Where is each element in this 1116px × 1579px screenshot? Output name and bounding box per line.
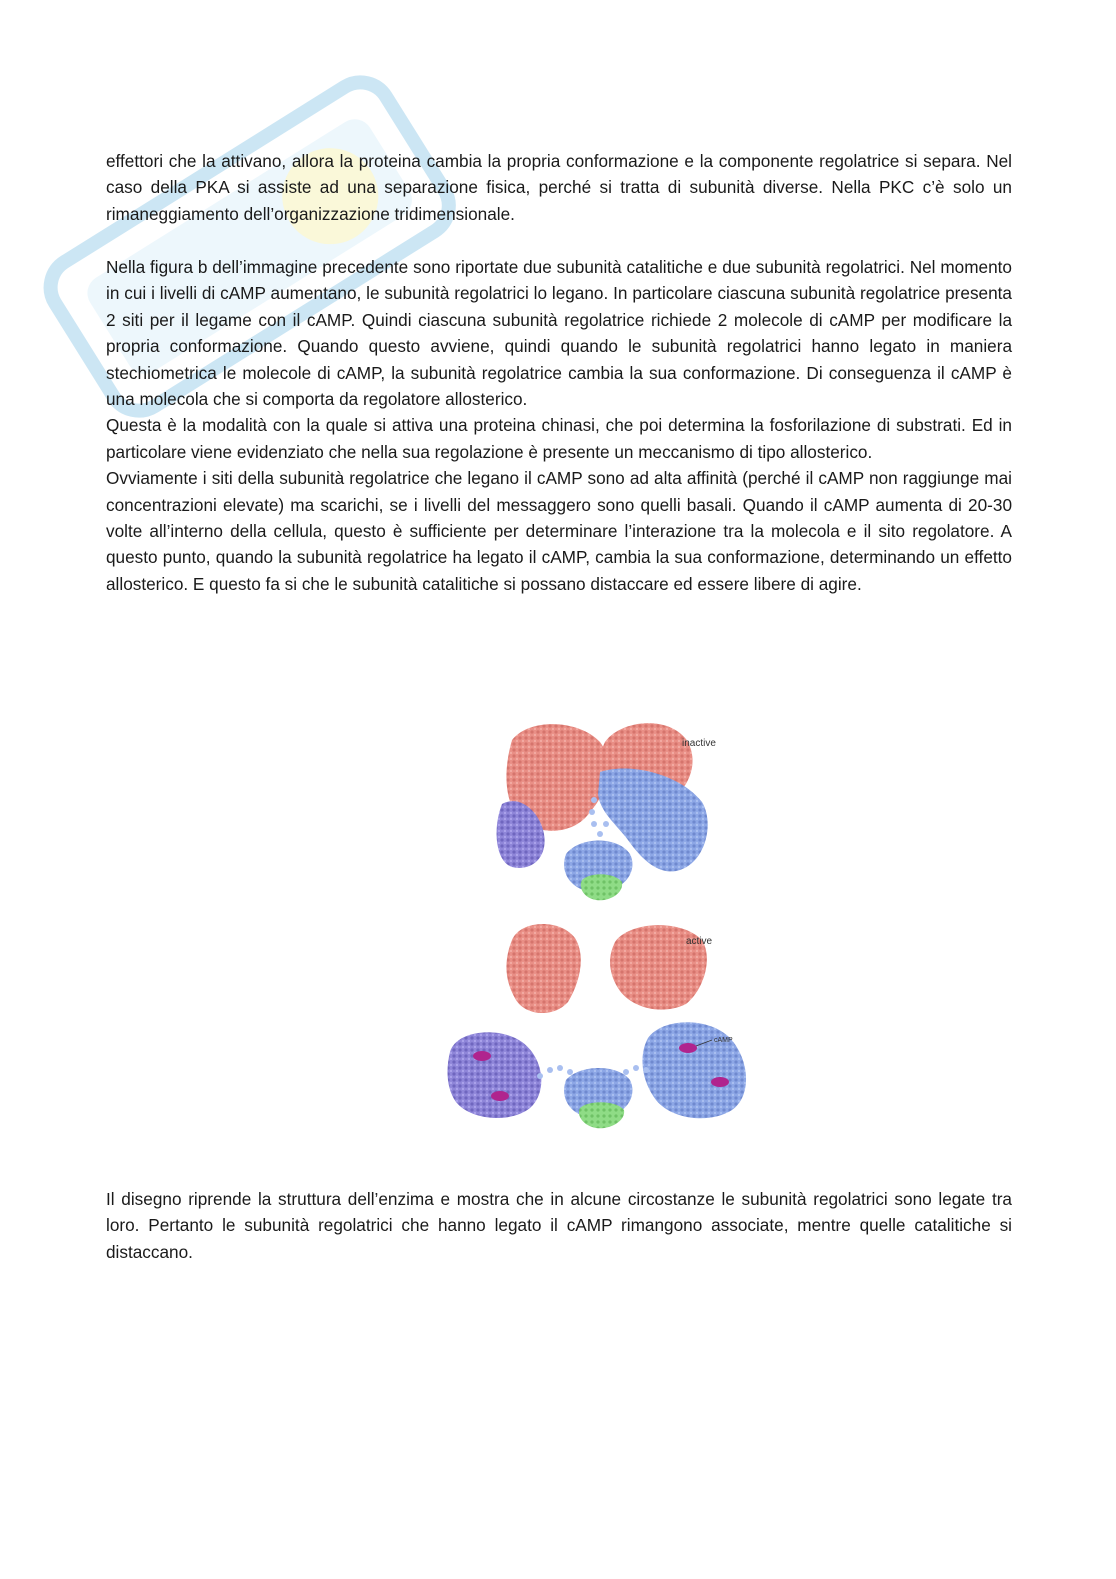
docking-green-inactive [581, 874, 622, 900]
camp-molecule [491, 1091, 509, 1101]
regulatory-subunit-left-active [448, 1032, 542, 1118]
camp-molecule [711, 1077, 729, 1087]
catalytic-subunit-left-active [506, 924, 580, 1013]
paragraph-5: Il disegno riprende la struttura dell’enzima e mostra che in alcune circostanze le subunità regolatrici sono legate tra loro. Pertanto le subunità regolatrici che hanno legato il cAMP rimangono associate, mentre quelle catalitiche si distaccano. [106, 1189, 1012, 1262]
label-inactive: inactive [682, 738, 716, 749]
docking-green-active [579, 1102, 624, 1128]
protein-illustration [440, 712, 760, 1142]
paragraph-block-intro [106, 148, 1012, 227]
pka-structure-figure [440, 712, 760, 1142]
paragraph-4: Ovviamente i siti della subunità regolatrice che legano il cAMP sono ad alta affinità (perché il cAMP non raggiunge mai concentrazioni elevate) ma scarichi, se i livelli del messaggero sono quelli basali. Quando il cAMP aumenta di 20-30 volte all’interno della cellula, questo è sufficiente per determinare l’interazione tra la molecola e il sito regolatore. A questo punto, quando la subunità regolatrice ha legato il cAMP, cambia la sua conformazione, determinando un effetto allosterico. E questo fa si che le subunità catalitiche si possano distaccare ed essere libere di agire. [106, 468, 1012, 594]
camp-molecule [473, 1051, 491, 1061]
label-active: active [686, 936, 713, 947]
paragraph-block-closing [106, 1186, 1012, 1265]
paragraph-block-main [106, 254, 1012, 597]
paragraph-3: Questa è la modalità con la quale si attiva una proteina chinasi, che poi determina la fosforilazione di substrati. Ed in particolare viene evidenziato che nella sua regolazione è presente un meccanismo di tipo allosterico. [106, 415, 1012, 462]
inactive-complex [497, 723, 708, 900]
paragraph-2: Nella figura b dell’immagine precedente sono riportate due subunità catalitiche e due subunità regolatrici. Nel momento in cui i livelli di cAMP aumentano, le subunità regolatrici lo legano. In particolare ciascuna subunità regolatrice presenta 2 siti per il legame con il cAMP. Quindi ciascuna subunità regolatrice richiede 2 molecole di cAMP per modificare la propria conformazione. Quando questo avviene, quindi quando le subunità regolatrici hanno legato in maniera stechiometrica le molecole di cAMP, la subunità regolatrice cambia la sua conformazione. Di conseguenza il cAMP è una molecola che si comporta da regolatore allosterico. [106, 257, 1012, 410]
paragraph-1: effettori che la attivano, allora la proteina cambia la propria conformazione e la componente regolatrice si separa. Nel caso della PKA si assiste ad una separazione fisica, perché si tratta di subunità diverse. Nella PKC c’è solo un rimaneggiamento dell’organizzazione tridimensionale. [106, 151, 1012, 224]
active-complex [448, 924, 747, 1128]
label-camp: cAMP [714, 1037, 733, 1044]
camp-molecule [679, 1043, 697, 1053]
